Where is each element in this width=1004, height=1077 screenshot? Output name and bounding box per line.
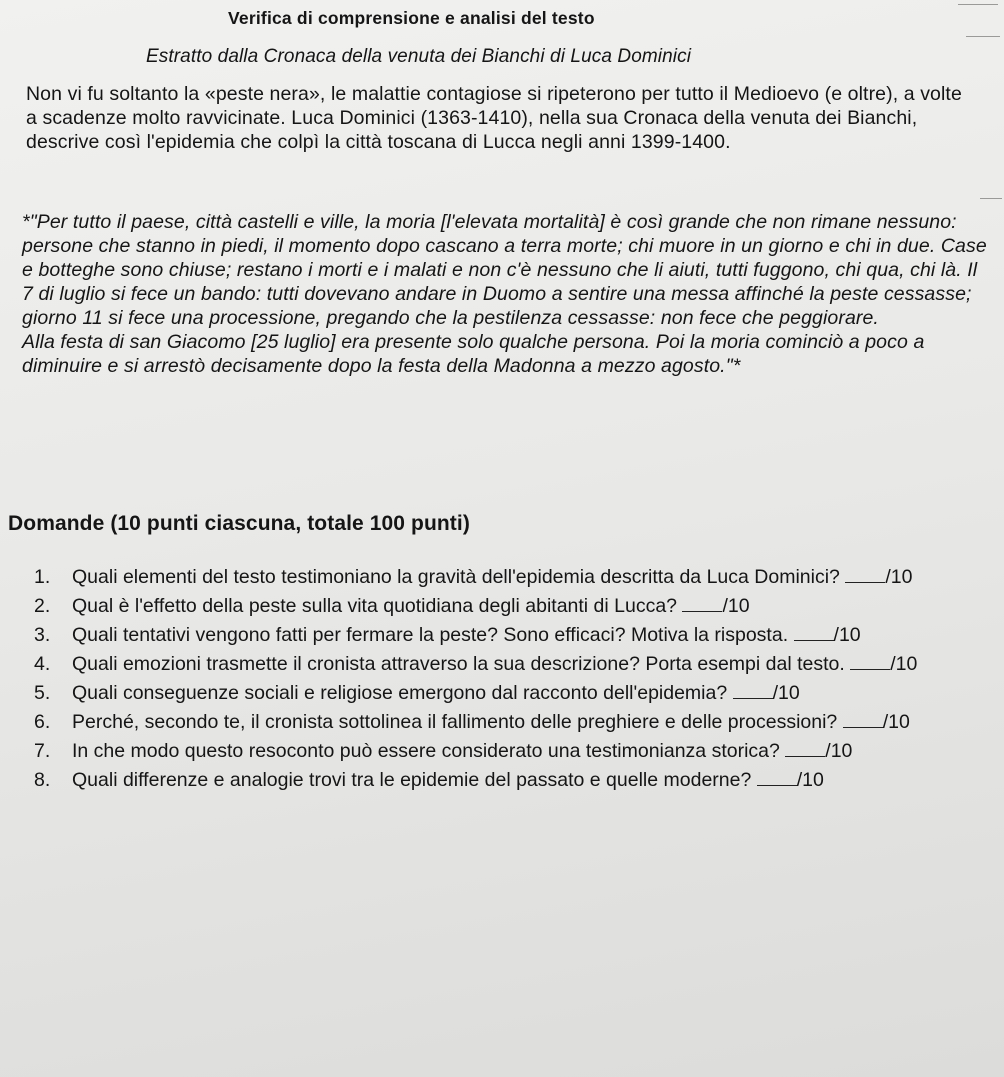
score-label: /10 [890, 653, 918, 675]
score-label: /10 [882, 711, 910, 733]
question-text: Perché, secondo te, il cronista sottolinea il fallimento delle preghiere e delle processioni? [72, 711, 838, 733]
quote-paragraph: *"Per tutto il paese, città castelli e ville, la moria [l'elevata mortalità] è così grande che non rimane nessuno: persone che stanno in piedi, il momento dopo cascano a terra morte; chi muore in un giorno e chi in due. Case e botteghe sono chiuse; restano i morti e i malati e non c'è nessuno che li aiuti, tutti fuggono, chi qua, chi là. Il 7 di luglio si fece un bando: tutti dovevano andare in Duomo a sentire una messa affinché la peste cessasse; giorno 11 si fece una processione, pregando che la pestilenza cessasse: non fece che peggiorare. [22, 211, 987, 329]
score-blank[interactable] [843, 710, 883, 728]
question-item [34, 621, 964, 650]
question-number: 2. [34, 595, 51, 617]
question-text: In che modo questo resoconto può essere considerato una testimonianza storica? [72, 740, 780, 762]
score-blank[interactable] [757, 768, 797, 786]
questions-heading: Domande (10 punti ciascuna, totale 100 punti) [8, 512, 470, 535]
page-edge-line [958, 4, 998, 5]
score-label: /10 [772, 682, 800, 704]
question-text: Qual è l'effetto della peste sulla vita quotidiana degli abitanti di Lucca? [72, 595, 678, 617]
question-number: 1. [34, 566, 51, 588]
score-blank[interactable] [845, 565, 885, 583]
question-item [34, 563, 964, 592]
question-number: 6. [34, 711, 51, 733]
worksheet-title: Verifica di comprensione e analisi del testo [228, 8, 595, 28]
score-blank[interactable] [794, 623, 834, 641]
question-number: 7. [34, 740, 51, 762]
score-label: /10 [722, 595, 750, 617]
chronicle-quote [22, 210, 987, 378]
question-text: Quali tentativi vengono fatti per fermare la peste? Sono efficaci? Motiva la risposta. [72, 624, 789, 646]
page-edge-line [980, 198, 1002, 199]
score-blank[interactable] [733, 681, 773, 699]
intro-paragraph: Non vi fu soltanto la «peste nera», le malattie contagiose si ripeterono per tutto il Medioevo (e oltre), a volte a scadenze molto ravvicinate. Luca Dominici (1363-1410), nella sua Cronaca della venuta dei Bianchi, descrive così l'epidemia che colpì la città toscana di Lucca negli anni 1399-1400. [26, 83, 962, 153]
question-text: Quali conseguenze sociali e religiose emergono dal racconto dell'epidemia? [72, 682, 728, 704]
question-number: 8. [34, 769, 51, 791]
score-blank[interactable] [785, 739, 825, 757]
score-label: /10 [825, 740, 853, 762]
page-edge-line [966, 36, 1000, 37]
question-item [34, 592, 964, 621]
question-item [34, 679, 964, 708]
question-text: Quali emozioni trasmette il cronista attraverso la sua descrizione? Porta esempi dal testo. [72, 653, 845, 675]
score-label: /10 [796, 769, 824, 791]
question-text: Quali differenze e analogie trovi tra le epidemie del passato e quelle moderne? [72, 769, 752, 791]
excerpt-source: Estratto dalla Cronaca della venuta dei Bianchi di Luca Dominici [146, 46, 692, 67]
score-label: /10 [885, 566, 913, 588]
quote-paragraph: Alla festa di san Giacomo [25 luglio] era presente solo qualche persona. Poi la moria cominciò a poco a diminuire e si arrestò decisamente dopo la festa della Madonna a mezzo agosto."* [22, 331, 925, 377]
question-item [34, 737, 964, 766]
question-item [34, 766, 964, 795]
question-number: 5. [34, 682, 51, 704]
question-number: 4. [34, 653, 51, 675]
question-text: Quali elementi del testo testimoniano la gravità dell'epidemia descritta da Luca Dominici? [72, 566, 840, 588]
question-item [34, 708, 964, 737]
questions-list [34, 563, 964, 795]
question-item [34, 650, 964, 679]
score-label: /10 [833, 624, 861, 646]
score-blank[interactable] [850, 652, 890, 670]
score-blank[interactable] [682, 594, 722, 612]
question-number: 3. [34, 624, 51, 646]
